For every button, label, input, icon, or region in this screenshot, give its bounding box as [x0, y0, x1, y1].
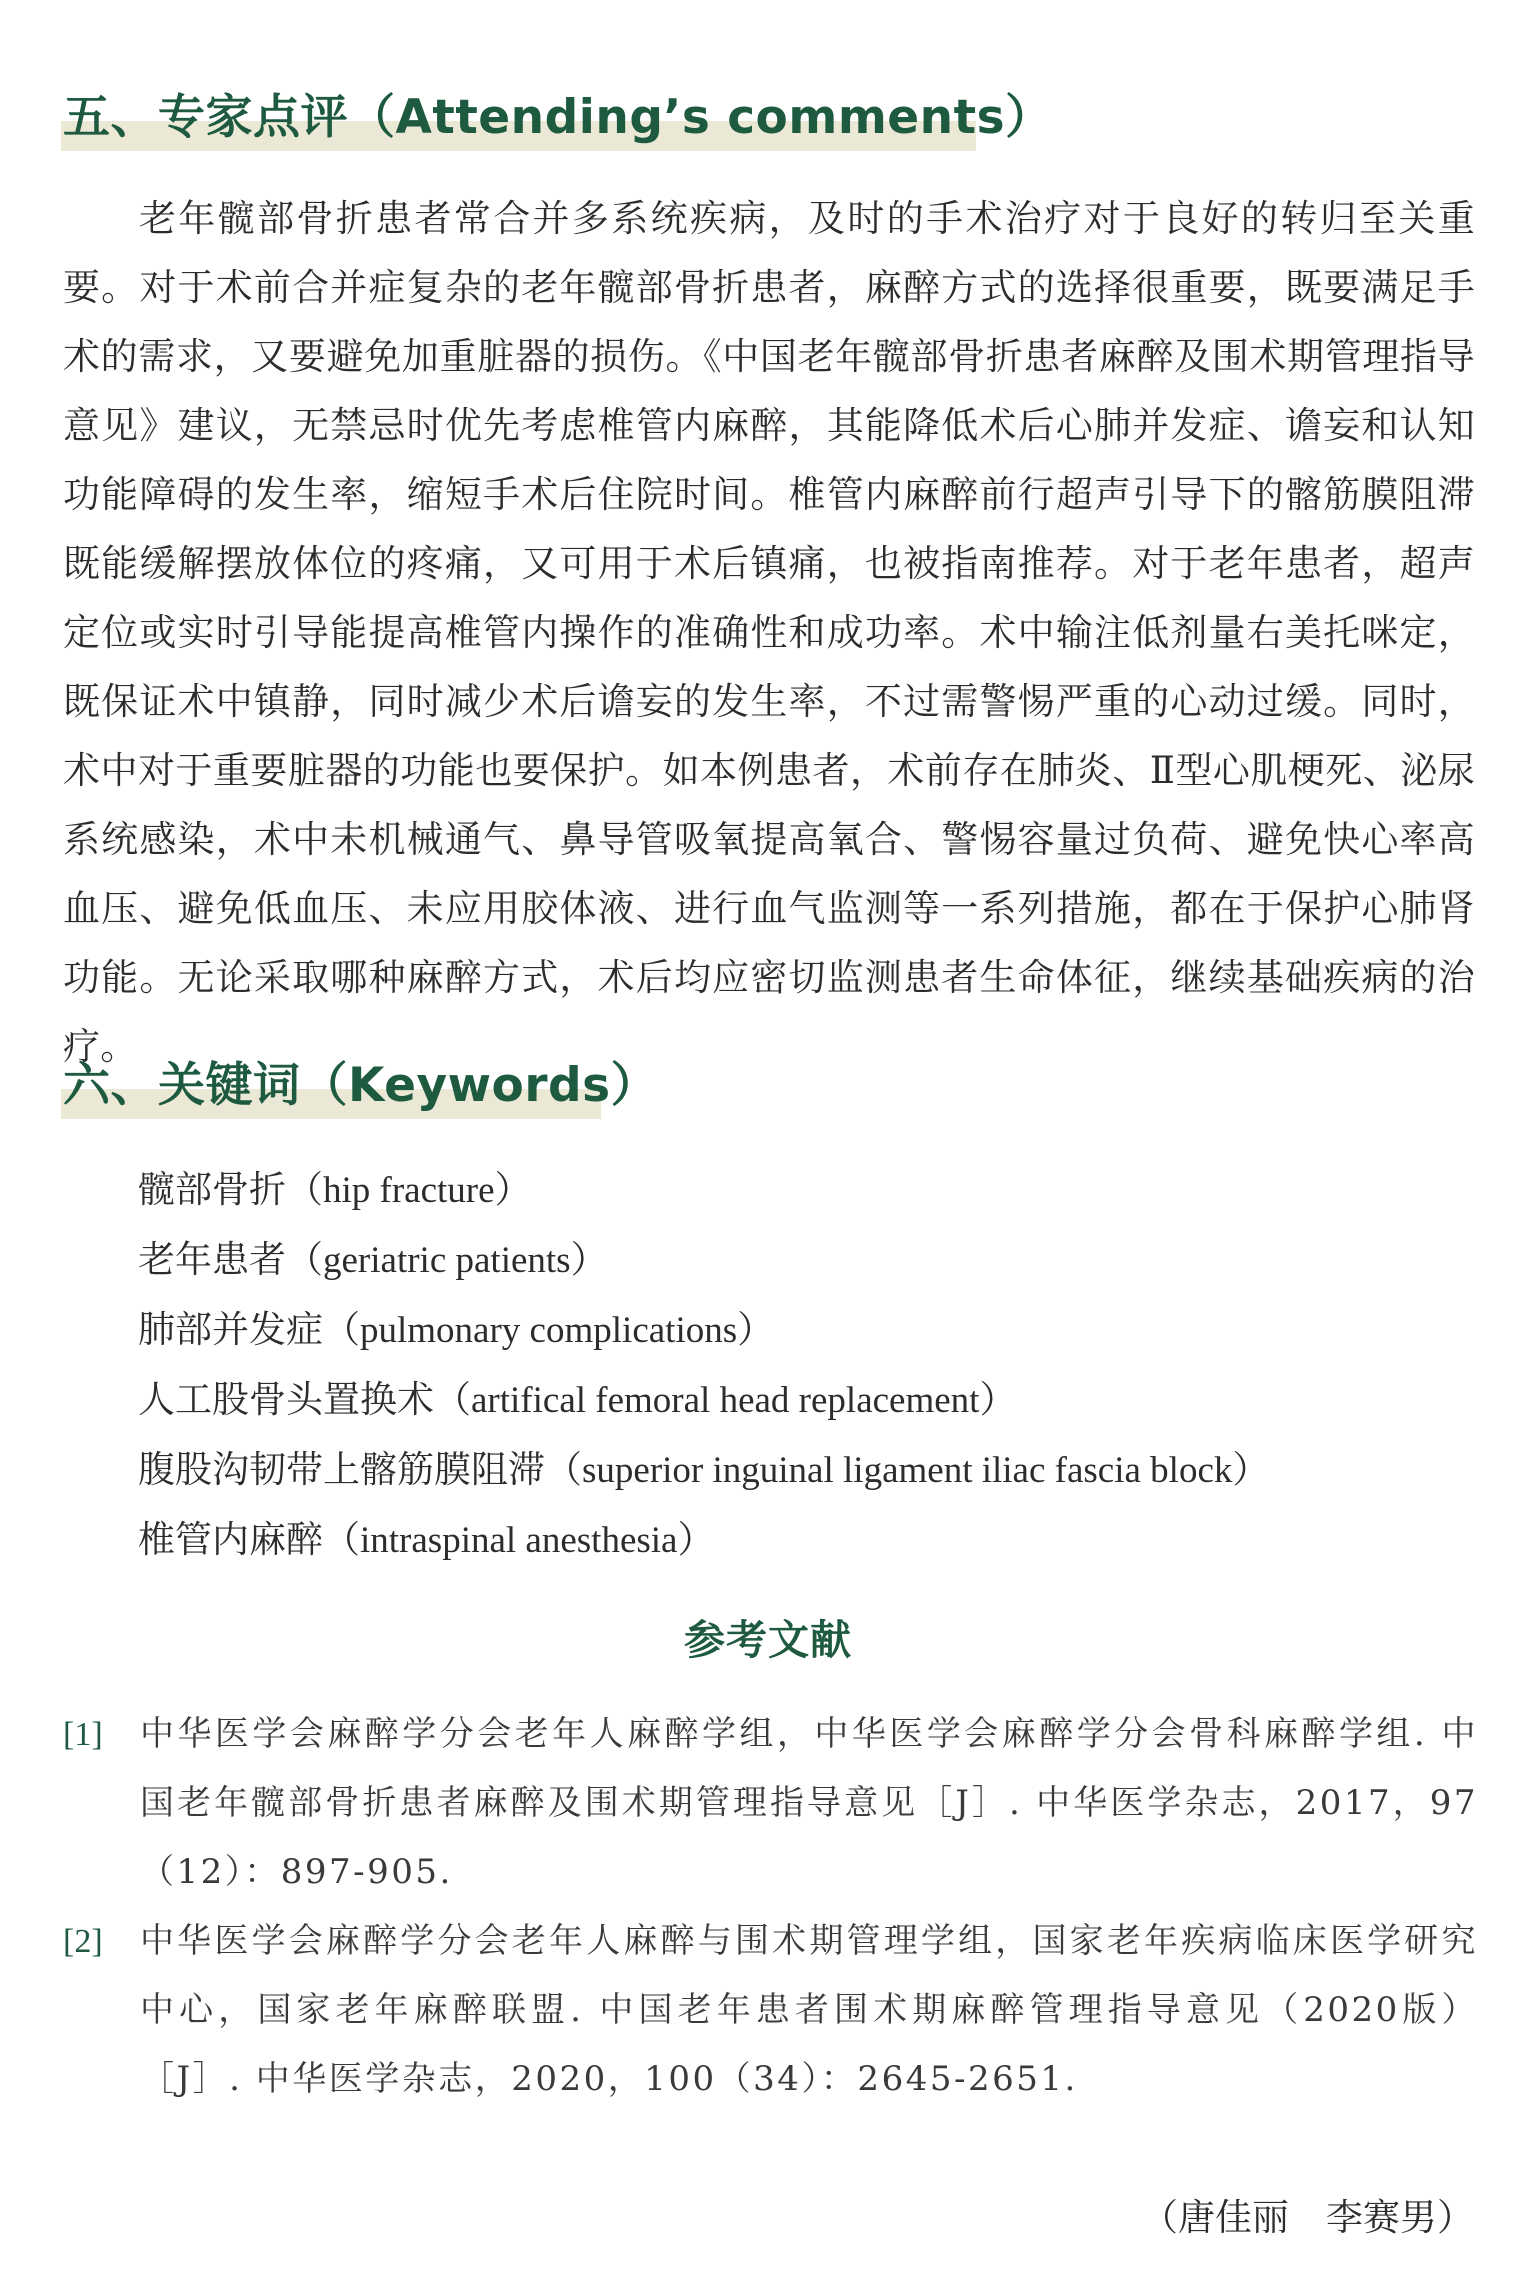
keyword-item [138, 1225, 1269, 1295]
keyword-zh: 髋部骨折 [138, 1168, 286, 1211]
reference-number: [1] [63, 1716, 103, 1753]
keyword-list [138, 1155, 1269, 1575]
keyword-item [138, 1155, 1269, 1225]
reference-text: 中华医学会麻醉学分会老年人麻醉学组，中华医学会麻醉学分会骨科麻醉学组. 中国老年髋部骨折患者麻醉及围术期管理指导意见［J］. 中华医学杂志，2017，97（12）：897-905. [140, 1714, 1478, 1892]
keyword-en: （pulmonary complications） [323, 1310, 775, 1351]
section-six-heading [63, 1058, 659, 1113]
keyword-item [138, 1295, 1269, 1365]
attending-comments-paragraph: 老年髋部骨折患者常合并多系统疾病，及时的手术治疗对于良好的转归至关重要。对于术前合并症复杂的老年髋部骨折患者，麻醉方式的选择很重要，既要满足手术的需求，又要避免加重脏器的损伤。《中国老年髋部骨折患者麻醉及围术期管理指导意见》建议，无禁忌时优先考虑椎管内麻醉，其能降低术后心肺并发症、谵妄和认知功能障碍的发生率，缩短手术后住院时间。椎管内麻醉前行超声引导下的髂筋膜阻滞既能缓解摆放体位的疼痛，又可用于术后镇痛，也被指南推荐。对于老年患者，超声定位或实时引导能提高椎管内操作的准确性和成功率。术中输注低剂量右美托咪定，既保证术中镇静，同时减少术后谵妄的发生率，不过需警惕严重的心动过缓。同时，术中对于重要脏器的功能也要保护。如本例患者，术前存在肺炎、Ⅱ型心肌梗死、泌尿系统感染，术中未机械通气、鼻导管吸氧提高氧合、警惕容量过负荷、避免快心率高血压、避免低血压、未应用胶体液、进行血气监测等一系列措施，都在于保护心肺肾功能。无论采取哪种麻醉方式，术后均应密切监测患者生命体征，继续基础疾病的治疗。 [63, 197, 1475, 1068]
section-five-heading [63, 90, 1053, 145]
keyword-item [138, 1365, 1269, 1435]
keyword-en: （geriatric patients） [286, 1240, 608, 1281]
keyword-zh: 老年患者 [138, 1238, 286, 1281]
keyword-en: （intraspinal anesthesia） [323, 1520, 715, 1561]
keyword-zh: 肺部并发症 [138, 1308, 323, 1351]
keyword-zh: 人工股骨头置换术 [138, 1378, 434, 1421]
section-five-title: 五、专家点评（Attending’s comments） [63, 90, 1053, 145]
references-title: 参考文献 [684, 1616, 852, 1664]
reference-text: 中华医学会麻醉学分会老年人麻醉与围术期管理学组，国家老年疾病临床医学研究中心，国家老年麻醉联盟. 中国老年患者围术期麻醉管理指导意见（2020版）［J］. 中华医学杂志，2020，100（34）：2645-2651. [140, 1921, 1478, 2099]
author-credit: （唐佳丽 李赛男） [1141, 2196, 1474, 2239]
keyword-item [138, 1435, 1269, 1505]
keyword-en: （hip fracture） [286, 1170, 532, 1211]
keyword-item [138, 1505, 1269, 1575]
keyword-zh: 椎管内麻醉 [138, 1518, 323, 1561]
keyword-en: （superior inguinal ligament iliac fascia block） [545, 1450, 1270, 1491]
keyword-en: （artifical femoral head replacement） [434, 1380, 1017, 1421]
reference-item [63, 1700, 1478, 1907]
reference-number: [2] [63, 1923, 103, 1960]
section-six-title: 六、关键词（Keywords） [63, 1058, 659, 1113]
reference-item [63, 1907, 1478, 2114]
keyword-zh: 腹股沟韧带上髂筋膜阻滞 [138, 1448, 545, 1491]
